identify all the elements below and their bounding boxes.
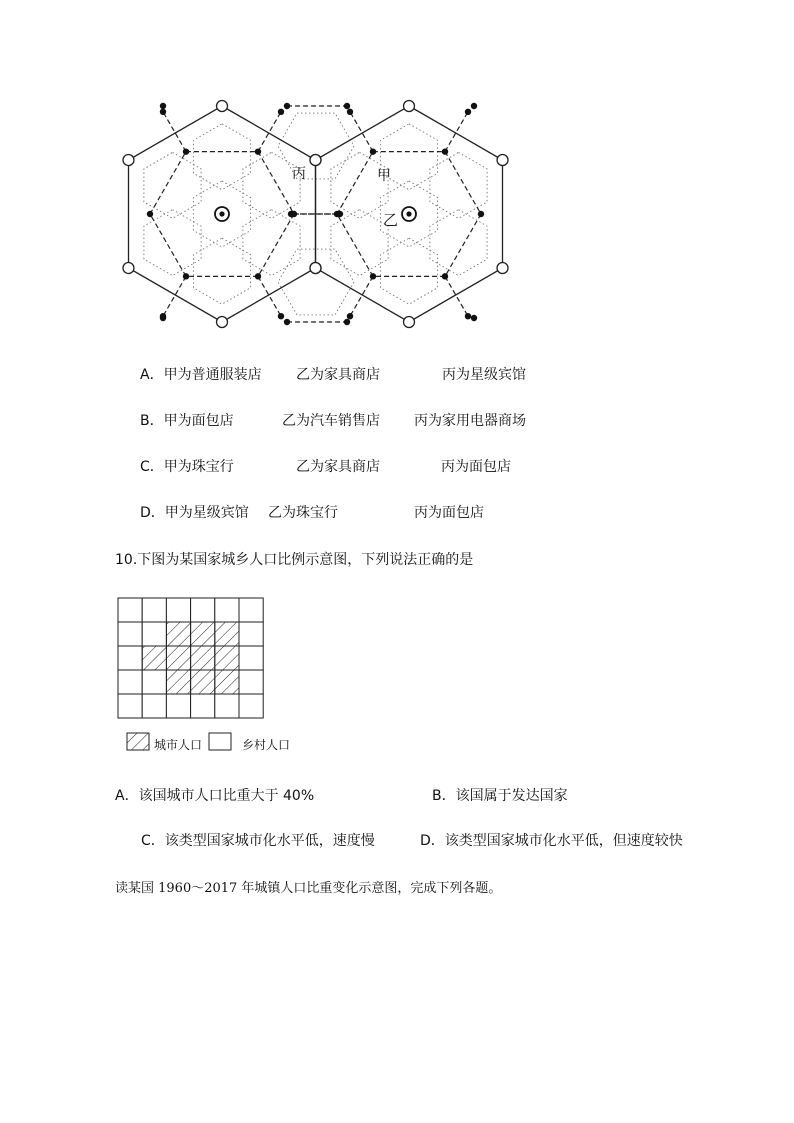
- small-hexagon: [243, 152, 300, 218]
- rural-cell: [191, 694, 215, 718]
- spoke-line: [445, 276, 468, 316]
- open-circle: [404, 317, 415, 328]
- rural-cell: [191, 598, 215, 622]
- label-bing: 丙: [292, 166, 306, 182]
- rural-cell: [118, 622, 142, 646]
- rural-cell: [142, 598, 166, 622]
- option-part-a: 甲为星级宾馆: [164, 505, 249, 521]
- center-dot: [147, 211, 153, 217]
- next-question-intro: 读某国 1960～2017 年城镇人口比重变化示意图，完成下列各题。: [115, 881, 502, 896]
- center-dot: [183, 273, 189, 279]
- population-ratio-grid: [110, 590, 280, 760]
- center-dot: [471, 103, 477, 109]
- center-dot: [160, 315, 166, 321]
- q9-option-d[interactable]: [140, 502, 249, 522]
- small-hexagon: [243, 210, 300, 276]
- small-hexagon: [430, 152, 487, 218]
- rural-cell: [118, 598, 142, 622]
- q9-option-b[interactable]: [140, 410, 234, 430]
- spoke-line: [163, 112, 186, 152]
- large-hexagon-boundaries: [129, 106, 503, 322]
- urban-cell: [191, 646, 215, 670]
- option-part-a: 甲为面包店: [163, 413, 234, 429]
- small-hexagon: [380, 238, 437, 304]
- central-place-hexagon-figure: [0, 0, 794, 340]
- center-dot: [334, 211, 340, 217]
- center-dot: [442, 148, 448, 154]
- rural-cell: [142, 670, 166, 694]
- open-circle: [497, 263, 508, 274]
- spoke-line: [163, 276, 186, 316]
- urban-cell: [191, 622, 215, 646]
- main-center-right: [402, 207, 416, 221]
- q9-option-c-part-c: 丙为面包店: [441, 459, 511, 475]
- center-dot: [347, 109, 353, 115]
- center-dot: [347, 313, 353, 319]
- center-dot: [255, 273, 261, 279]
- spoke-line: [350, 112, 373, 152]
- center-dot: [442, 273, 448, 279]
- q10-option-b[interactable]: B．该国属于发达国家: [432, 788, 568, 804]
- center-dot: [370, 148, 376, 154]
- option-letter: D．: [140, 505, 165, 521]
- q10-option-d[interactable]: D．该类型国家城市化水平低，但速度较快: [420, 833, 683, 849]
- option-part-a: 甲为普通服装店: [163, 367, 262, 383]
- center-dot: [471, 315, 477, 321]
- center-dot: [278, 313, 284, 319]
- open-circle: [497, 155, 508, 166]
- rural-cell: [239, 694, 263, 718]
- small-hexagon: [193, 238, 250, 304]
- small-hexagon: [331, 210, 388, 276]
- option-letter: A．: [140, 367, 164, 383]
- open-circle: [123, 155, 134, 166]
- spoke-line: [445, 112, 468, 152]
- center-dot: [284, 103, 290, 109]
- rural-cell: [239, 598, 263, 622]
- urban-cell: [215, 670, 239, 694]
- legend-urban-swatch: [127, 733, 149, 750]
- small-hexagon: [193, 124, 250, 190]
- rural-cell: [166, 694, 190, 718]
- center-dot: [278, 109, 284, 115]
- center-dot: [255, 148, 261, 154]
- open-circle: [123, 263, 134, 274]
- label-jia: 甲: [377, 168, 391, 184]
- q9-option-c-part-b: 乙为家具商店: [296, 459, 380, 475]
- option-part-a: 甲为珠宝行: [163, 459, 234, 475]
- center-dot: [344, 319, 350, 325]
- rural-cell: [142, 622, 166, 646]
- rural-cell: [215, 598, 239, 622]
- urban-cell: [215, 646, 239, 670]
- small-hexagon: [430, 210, 487, 276]
- q10-option-a[interactable]: A．该国城市人口比重大于 40%: [115, 788, 315, 804]
- open-circle: [310, 263, 321, 274]
- center-dot: [160, 109, 166, 115]
- legend-rural-label: 乡村人口: [242, 738, 291, 752]
- center-dot: [465, 109, 471, 115]
- option-letter: B．: [140, 413, 164, 429]
- rural-cell: [118, 646, 142, 670]
- spoke-line: [258, 276, 281, 316]
- urban-cell: [215, 622, 239, 646]
- center-dot: [284, 319, 290, 325]
- center-dot: [465, 313, 471, 319]
- legend-urban-label: 城市人口: [154, 738, 203, 752]
- q9-option-b-part-b: 乙为汽车销售店: [282, 413, 380, 429]
- open-circle: [404, 101, 415, 112]
- q9-option-b-part-c: 丙为家用电器商场: [414, 413, 526, 429]
- q10-option-c[interactable]: C．该类型国家城市化水平低，速度慢: [141, 833, 375, 849]
- q9-option-a-part-b: 乙为家具商店: [296, 367, 380, 383]
- center-dot: [478, 211, 484, 217]
- q9-option-a-part-c: 丙为星级宾馆: [442, 367, 526, 383]
- rural-cell: [239, 670, 263, 694]
- rural-cell: [118, 670, 142, 694]
- open-circle: [217, 101, 228, 112]
- rural-cell: [239, 622, 263, 646]
- label-yi: 乙: [383, 211, 399, 229]
- urban-cell: [191, 670, 215, 694]
- rural-cell: [215, 694, 239, 718]
- spoke-line: [258, 112, 281, 152]
- rural-cell: [166, 598, 190, 622]
- legend-rural-swatch: [209, 733, 231, 750]
- urban-cell: [142, 646, 166, 670]
- open-circle: [217, 317, 228, 328]
- center-dot: [183, 148, 189, 154]
- center-dot: [344, 103, 350, 109]
- rural-cell: [118, 694, 142, 718]
- q9-option-d-part-c: 丙为面包店: [414, 505, 484, 521]
- center-dot: [288, 211, 294, 217]
- main-center-left: [215, 207, 229, 221]
- q9-option-a[interactable]: [140, 364, 262, 384]
- center-dot: [370, 273, 376, 279]
- open-circle: [310, 155, 321, 166]
- urban-cell: [166, 646, 190, 670]
- q9-option-c[interactable]: [140, 456, 234, 476]
- small-hexagon: [331, 152, 388, 218]
- option-letter: C．: [140, 459, 164, 475]
- rural-cell: [239, 646, 263, 670]
- rural-cell: [142, 694, 166, 718]
- q9-option-d-part-b: 乙为珠宝行: [268, 505, 338, 521]
- q10-stem: 10.下图为某国家城乡人口比例示意图，下列说法正确的是: [115, 552, 474, 568]
- small-hexagon: [144, 210, 201, 276]
- center-dot: [160, 103, 166, 109]
- urban-cell: [166, 670, 190, 694]
- small-hexagon: [144, 152, 201, 218]
- urban-cell: [166, 622, 190, 646]
